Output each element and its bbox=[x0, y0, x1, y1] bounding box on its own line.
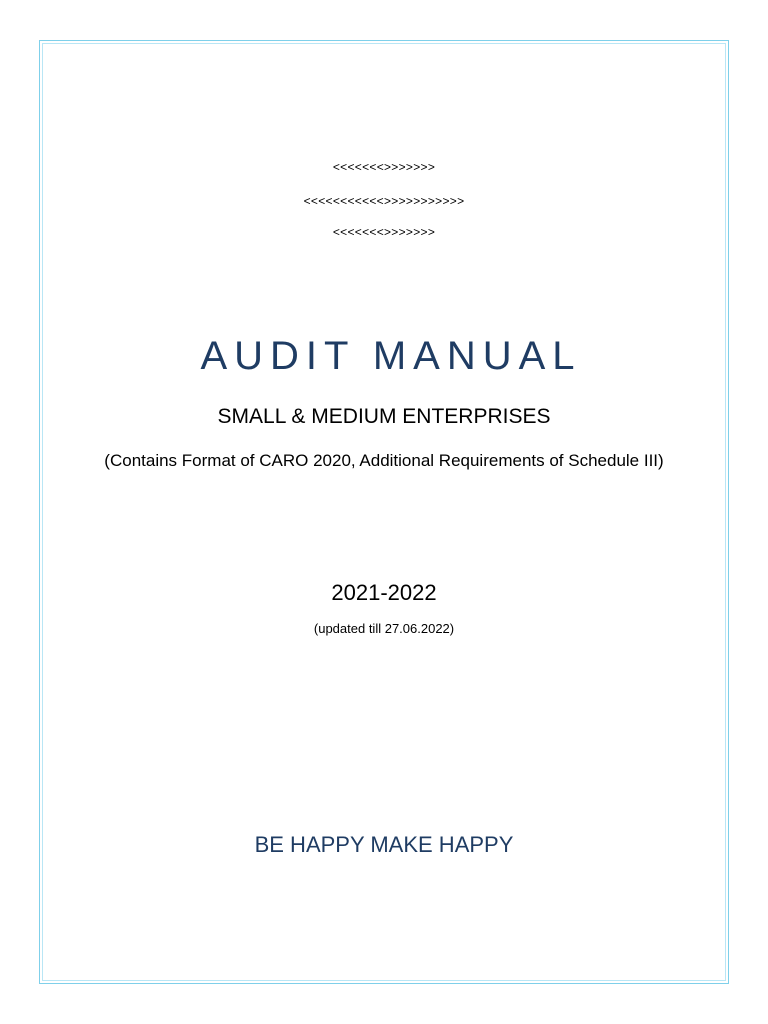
ornament-line-middle: <<<<<<<<<<<>>>>>>>>>>> bbox=[303, 194, 465, 208]
contents-note: (Contains Format of CARO 2020, Additional Requirements of Schedule III) bbox=[104, 451, 664, 470]
financial-year: 2021-2022 bbox=[331, 580, 437, 605]
document-title: AUDIT MANUAL bbox=[200, 334, 582, 378]
updated-note: (updated till 27.06.2022) bbox=[313, 621, 455, 636]
ornament-line-top: <<<<<<<>>>>>>> bbox=[332, 160, 436, 174]
document-subtitle: SMALL & MEDIUM ENTERPRISES bbox=[217, 405, 551, 428]
motto: BE HAPPY MAKE HAPPY bbox=[254, 832, 514, 857]
ornament-line-bottom: <<<<<<<>>>>>>> bbox=[332, 225, 436, 239]
